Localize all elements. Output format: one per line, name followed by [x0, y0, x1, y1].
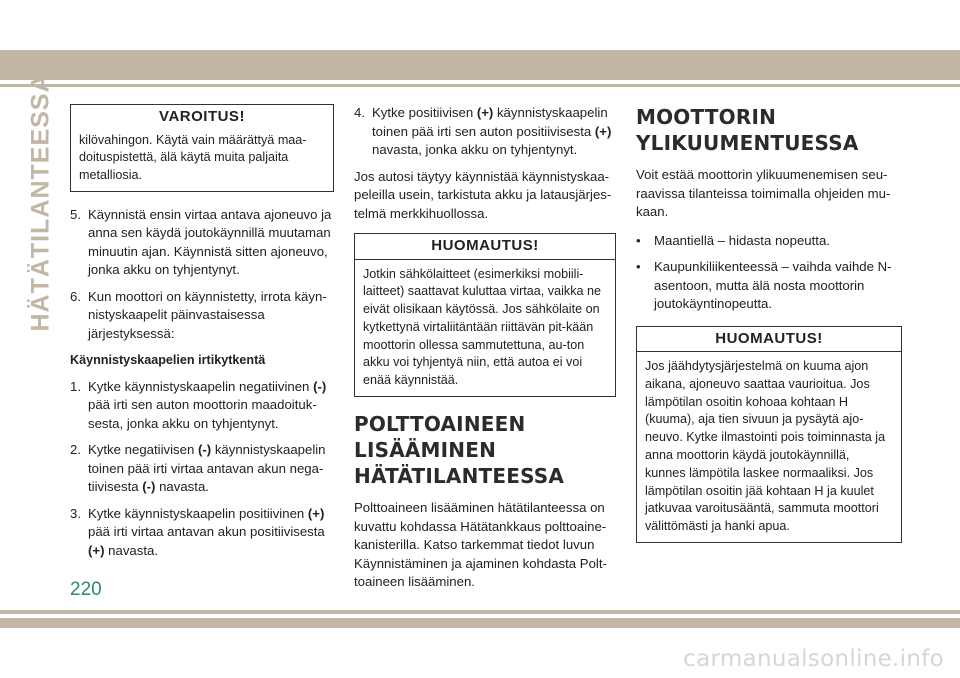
steps-list — [70, 206, 334, 344]
list-item: 3. Kytke käynnistyskaapelin positiivinen (+) pää irti virtaa antavan akun positiivisesta (+) navasta. — [70, 505, 325, 558]
list-item: 2. Kytke negatiivisen (-) käynnistyskaapelin toinen pää irti virtaa antavan akun nega-tiivisesta (-) navasta. — [70, 442, 326, 495]
list-item: 6. Kun moottori on käynnistetty, irrota käyn-nistyskaapelit päinvastaisessa järjestyksessä: — [70, 288, 327, 341]
page-number: 220 — [70, 579, 102, 600]
list-item: 1. Kytke käynnistyskaapelin negatiivinen (-) pää irti sen auton moottorin maadoituk-sesta, jonka akku on tyhjentynyt. — [70, 378, 327, 431]
section-heading-fuel: POLTTOAINEEN LISÄÄMINEN HÄTÄTILANTEESSA — [354, 412, 565, 489]
warning-text: kilövahingon. Käytä vain määrättyä maa-doituspistettä, älä käytä muita paljaita metalliosia. — [79, 132, 307, 183]
watermark: carmanualsonline.info — [683, 646, 944, 672]
list-item: • Kaupunkiliikenteessä – vaihda vaihde N-asentoon, mutta älä nosta moottorin joutokäyntinopeutta. — [636, 259, 892, 311]
column-middle — [354, 104, 616, 602]
subheading: Käynnistyskaapelien irtikytkentä — [70, 353, 266, 368]
section-heading-overheat: MOOTTORIN YLIKUUMENTUESSA — [636, 105, 859, 155]
note-box — [636, 326, 902, 543]
note-box — [354, 233, 616, 397]
note-title: HUOMAUTUS! — [355, 234, 615, 260]
footer-rule — [0, 610, 960, 614]
warning-box — [70, 104, 334, 192]
section-tab — [25, 72, 57, 332]
disconnect-list — [70, 378, 334, 561]
bullet-list — [636, 232, 902, 314]
paragraph: Polttoaineen lisääminen hätätilanteessa on kuvattu kohdassa Hätätankkaus polttoaine-kanisterilla. Katso tarkemmat tiedot luvun Käynnistäminen ja ajaminen kohdasta Polt-toaineen lisääminen. — [354, 500, 607, 590]
warning-title: VAROITUS! — [159, 108, 245, 125]
paragraph: Voit estää moottorin ylikuumenemisen seu-raavissa tilanteissa toimimalla ohjeiden mu-kaan. — [636, 167, 891, 219]
header-rule — [0, 84, 960, 87]
list-item: 4. Kytke positiivisen (+) käynnistyskaapelin toinen pää irti sen auton positiivisesta (+) navasta, jonka akku on tyhjentynyt. — [354, 105, 612, 157]
footer-band — [0, 618, 960, 628]
section-tab-label: HÄTÄTILANTEESSA — [26, 72, 55, 332]
paragraph: Jos autosi täytyy käynnistää käynnistyskaa-peleilla usein, tarkistuta akku ja latausjärjes-telmä merkkihuollossa. — [354, 168, 612, 221]
steps-list-cont — [354, 104, 616, 160]
column-left — [70, 104, 334, 568]
note-text: Jotkin sähkölaitteet (esimerkiksi mobiili-laitteet) saattavat kuluttaa virtaa, vaikka ne eivät olisikaan käytössä. Jos sähkölaite on kytkettynä virtaliitäntään riittävän pit-kään moottorin ollessa sammutettuna, au-ton akku voi tyhjentyä niin, että autoa ei voi enää käynnistää. — [363, 266, 602, 388]
list-item: • Maantiellä – hidasta nopeutta. — [636, 232, 830, 248]
note-text: Jos jäähdytysjärjestelmä on kuuma ajon aikana, ajoneuvo saattaa vaurioitua. Jos lämpötilan osoitin kohoaa kohtaan H (kuuma), aja tien sivuun ja pysäytä ajo-neuvo. Kytke ilmastointi pois toiminnasta ja anna moottorin käydä joutokäynnillä, kunnes lämpötila laskee normaaliksi. Jos lämpötilan osoitin jää kohtaan H ja kuulet jatkuvaa varoitusääntä, sammuta moottori välittömästi ja hanki apua. — [645, 359, 886, 534]
column-right — [636, 104, 902, 557]
list-item: 5. Käynnistä ensin virtaa antava ajoneuvo ja anna sen käydä joutokäynnillä muutaman minuutin ajan. Käynnistä sitten ajoneuvo, jonka akku on tyhjentynyt. — [70, 206, 332, 278]
note-title: HUOMAUTUS! — [637, 327, 901, 353]
header-band — [0, 50, 960, 80]
